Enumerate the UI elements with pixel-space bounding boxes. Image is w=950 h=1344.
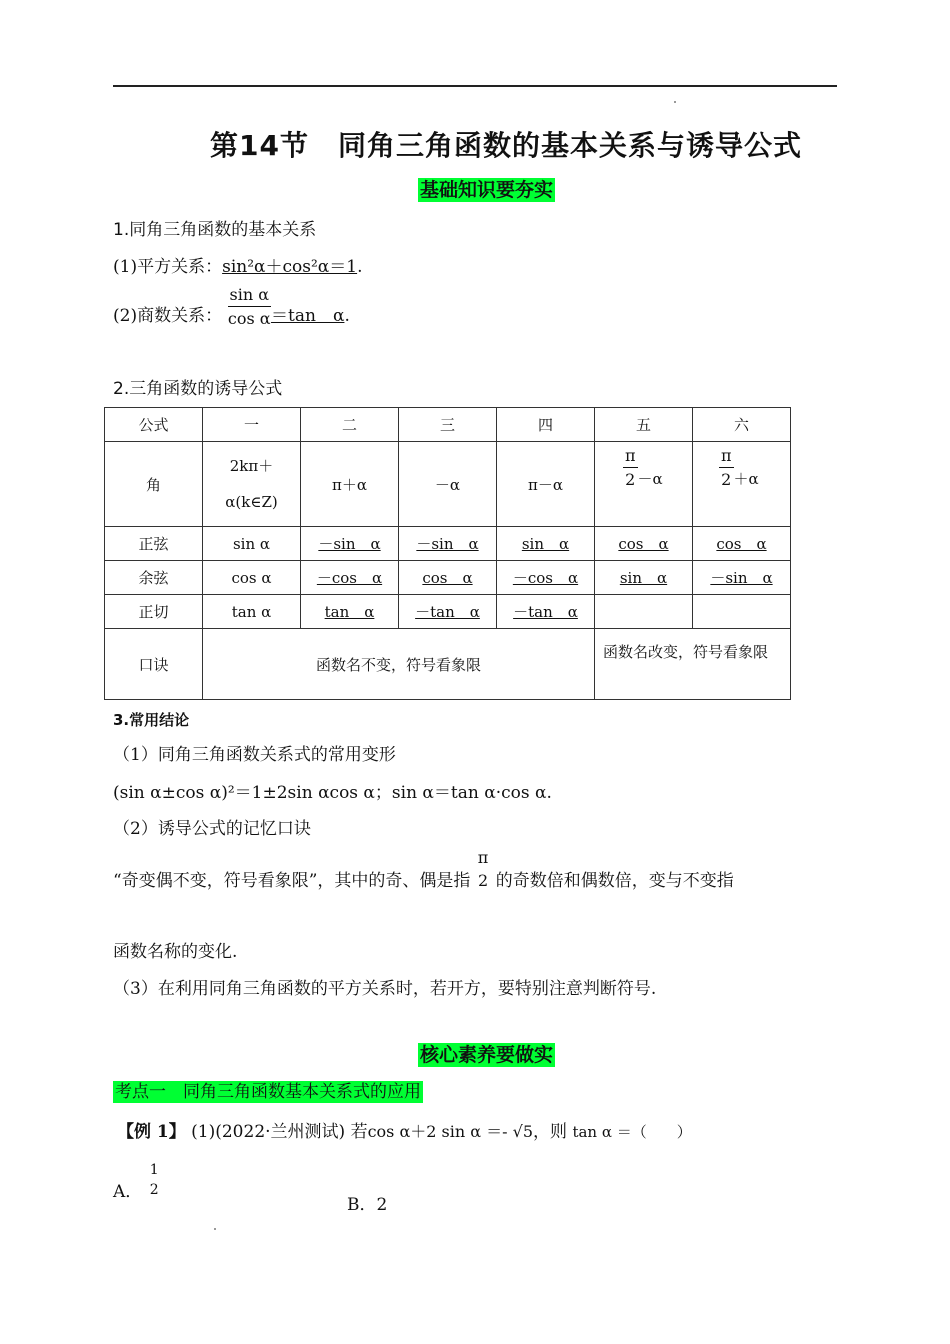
- square-formula: sin²α＋cos²α＝1: [222, 257, 358, 277]
- angle-six-fraction: [719, 446, 734, 489]
- mnemonic-left: 函数名不变，符号看象限: [203, 629, 595, 700]
- example-text: (1)(2022·兰州测试) 若: [191, 1122, 368, 1142]
- section-basic-heading: [418, 175, 555, 202]
- quotient-fraction: [228, 285, 272, 328]
- conclusion-2: （2）诱导公式的记忆口诀: [113, 819, 311, 839]
- section-basic-label: 基础知识要夯实: [420, 179, 554, 201]
- angle-one-top: 2kπ＋: [229, 457, 274, 475]
- table-cell: －sin α: [693, 561, 791, 595]
- row-label: 正弦: [105, 527, 203, 561]
- conclusion-2-text-c: 函数名称的变化.: [113, 942, 238, 962]
- table-cell: [693, 595, 791, 629]
- conclusion-1-formula: (sin α±cos α)²＝1±2sin αcos α；sin α＝tan α·cos α.: [113, 783, 552, 803]
- table-cell: －tan α: [497, 595, 595, 629]
- table-cell: －sin α: [301, 527, 399, 561]
- quotient-end: .: [344, 306, 350, 326]
- angle-one-bottom: α(k∈Z): [225, 493, 278, 511]
- option-a-numerator: 1: [149, 1162, 159, 1178]
- angle-five: [595, 442, 693, 527]
- table-cell: －cos α: [301, 561, 399, 595]
- example-condition: cos α＋2 sin α ＝- √5: [367, 1122, 534, 1141]
- table-cell: －tan α: [399, 595, 497, 629]
- angle-label: 角: [105, 442, 203, 527]
- two-denominator: 2: [477, 871, 489, 890]
- two-denominator: 2: [721, 470, 732, 489]
- pi-over-two: [476, 848, 491, 890]
- table-header-cell: 五: [595, 408, 693, 442]
- speck: [214, 1228, 216, 1230]
- conclusion-2-text-a: “奇变偶不变，符号看象限”，其中的奇、偶是指: [113, 870, 471, 891]
- quotient-rhs: ＝tan α: [271, 306, 345, 326]
- induction-table: [104, 407, 791, 700]
- table-header-cell: 四: [497, 408, 595, 442]
- speck: [674, 101, 676, 103]
- quotient-numerator: sin α: [228, 285, 272, 307]
- quotient-denominator: cos α: [227, 309, 271, 328]
- table-cell: sin α: [497, 527, 595, 561]
- mnemonic-label: 口诀: [105, 629, 203, 700]
- example-1: [117, 1117, 692, 1142]
- option-a: [113, 1162, 161, 1202]
- angle-five-tail: －α: [637, 469, 663, 488]
- heading-conclusions: 3.常用结论: [113, 711, 190, 729]
- table-cell: sin α: [595, 561, 693, 595]
- angle-four: π－α: [497, 442, 595, 527]
- quotient-label: (2)商数关系：: [113, 306, 223, 326]
- table-header-cell: 公式: [105, 408, 203, 442]
- pi-numerator: π: [719, 446, 734, 468]
- table-cell: －sin α: [399, 527, 497, 561]
- table-header-row: [105, 408, 791, 442]
- row-label: 余弦: [105, 561, 203, 595]
- pi-numerator: π: [477, 848, 489, 867]
- square-end: .: [357, 257, 363, 277]
- example-ask: tan α ＝（ ）: [572, 1123, 692, 1141]
- table-tangent-row: [105, 595, 791, 629]
- example-tag: 【例 1】: [117, 1122, 186, 1142]
- table-cell: tan α: [203, 595, 301, 629]
- table-header-cell: 二: [301, 408, 399, 442]
- topic-label: 考点一 同角三角函数基本关系式的应用: [115, 1082, 421, 1102]
- section-core-heading: [418, 1040, 555, 1067]
- conclusion-2-text: [113, 848, 734, 891]
- table-header-cell: 三: [399, 408, 497, 442]
- angle-six: [693, 442, 791, 527]
- angle-two: π＋α: [301, 442, 399, 527]
- mnemonic-right: 函数名改变，符号看象限: [595, 629, 791, 700]
- option-a-label: A．: [113, 1181, 143, 1202]
- option-b: B．2: [347, 1195, 388, 1215]
- example-then: ，则: [533, 1122, 568, 1142]
- row-label: 正切: [105, 595, 203, 629]
- table-header-cell: 一: [203, 408, 301, 442]
- topic-heading: [113, 1077, 423, 1102]
- heading-induction: 2.三角函数的诱导公式: [113, 379, 283, 399]
- table-cell: cos α: [399, 561, 497, 595]
- table-cell: tan α: [301, 595, 399, 629]
- header-rule: [113, 85, 837, 87]
- table-cell: －cos α: [497, 561, 595, 595]
- heading-basic-relations: 1.同角三角函数的基本关系: [113, 220, 317, 240]
- angle-five-fraction: [623, 446, 638, 489]
- table-cell: [595, 595, 693, 629]
- square-label: (1)平方关系：: [113, 257, 223, 277]
- table-cell: cos α: [693, 527, 791, 561]
- table-header-cell: 六: [693, 408, 791, 442]
- table-cell: cos α: [595, 527, 693, 561]
- table-mnemonic-row: [105, 629, 791, 700]
- option-a-fraction: [148, 1162, 161, 1198]
- table-cell: sin α: [203, 527, 301, 561]
- two-denominator: 2: [625, 470, 636, 489]
- page-title: 第14节 同角三角函数的基本关系与诱导公式: [210, 129, 802, 162]
- angle-one: [203, 442, 301, 527]
- angle-six-tail: ＋α: [733, 469, 759, 488]
- table-sine-row: [105, 527, 791, 561]
- conclusion-1: （1）同角三角函数关系式的常用变形: [113, 745, 396, 765]
- conclusion-3: （3）在利用同角三角函数的平方关系时，若开方，要特别注意判断符号.: [113, 979, 657, 999]
- conclusion-2-text-b: 的奇数倍和偶数倍，变与不变指: [495, 870, 734, 891]
- square-relation: [113, 252, 363, 277]
- option-a-denominator: 2: [149, 1182, 159, 1198]
- angle-three: －α: [399, 442, 497, 527]
- quotient-relation: [113, 285, 350, 328]
- table-angle-row: [105, 442, 791, 527]
- table-cosine-row: [105, 561, 791, 595]
- section-core-label: 核心素养要做实: [420, 1044, 554, 1066]
- table-cell: cos α: [203, 561, 301, 595]
- pi-numerator: π: [623, 446, 638, 468]
